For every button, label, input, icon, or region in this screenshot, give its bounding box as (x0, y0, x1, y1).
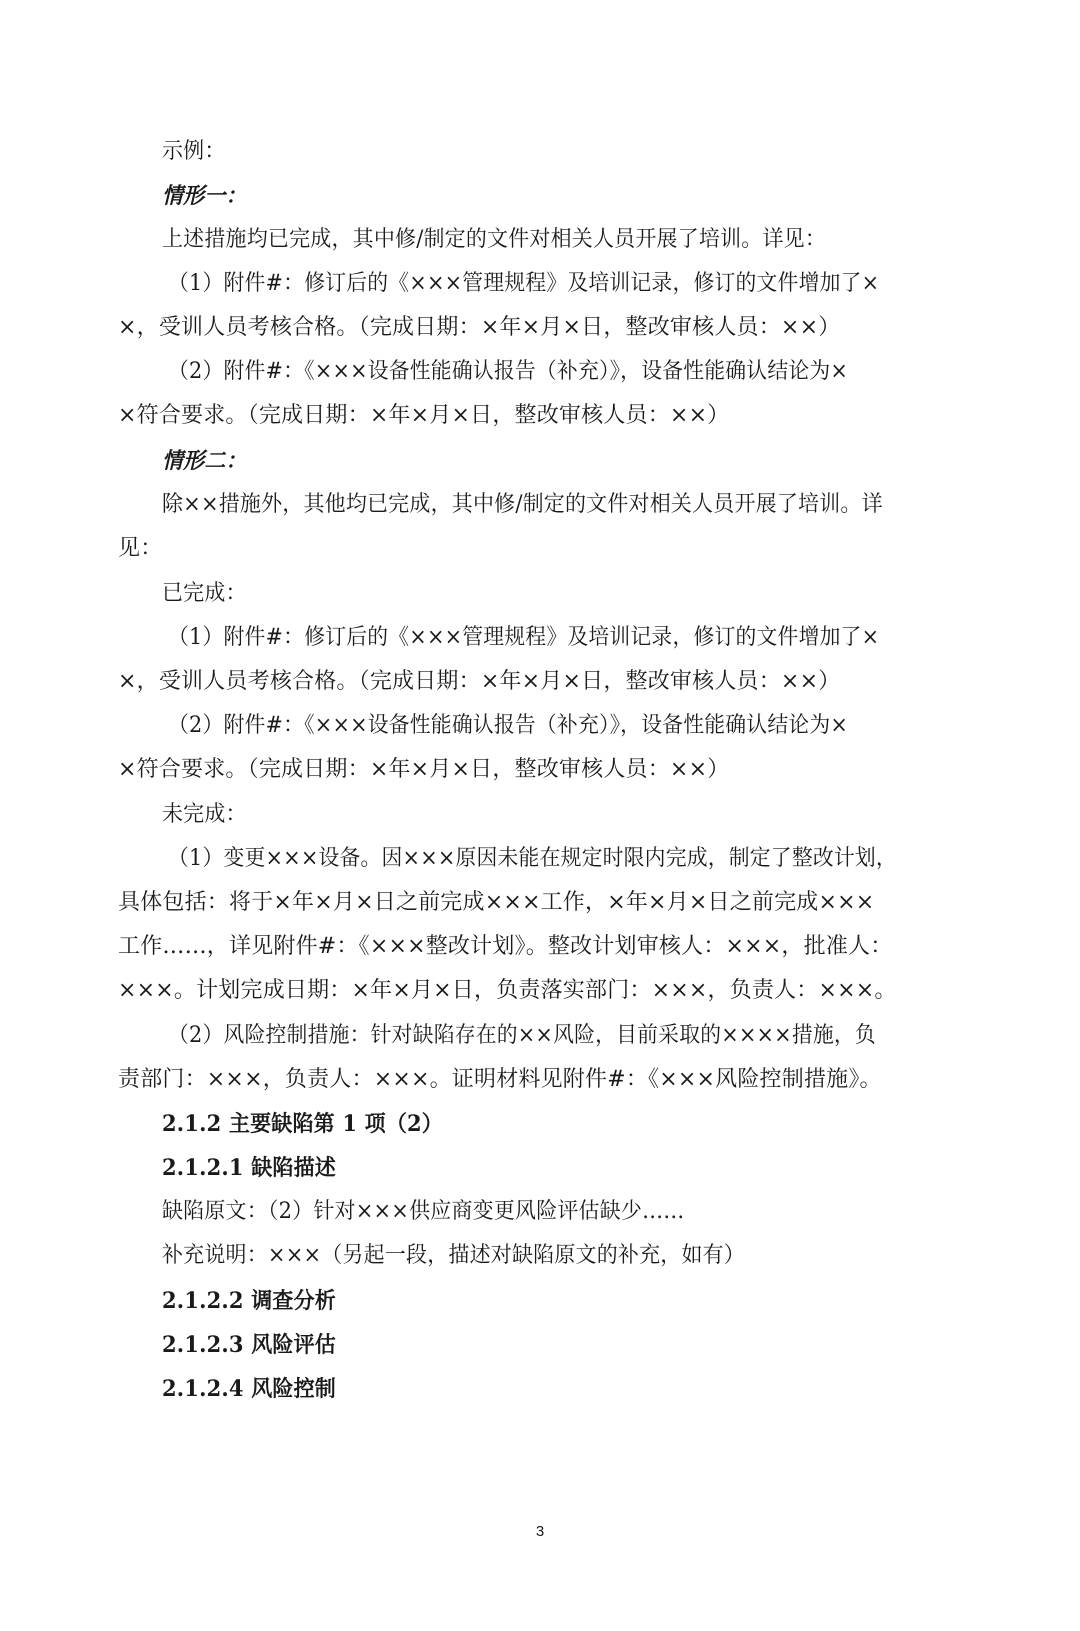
paragraph-line: （2）附件#：《×××设备性能确认报告（补充）》，设备性能确认结论为× (168, 713, 849, 738)
section-heading: 2.1.2.1 缺陷描述 (162, 1155, 336, 1181)
paragraph-line: （1）变更×××设备。因×××原因未能在规定时限内完成，制定了整改计划， (168, 846, 897, 871)
paragraph-line: 除××措施外，其他均已完成，其中修/制定的文件对相关人员开展了培训。详 (162, 492, 883, 517)
section-heading: 2.1.2 主要缺陷第 1 项（2） (162, 1111, 443, 1137)
paragraph-line: 上述措施均已完成，其中修/制定的文件对相关人员开展了培训。详见： (162, 227, 827, 252)
paragraph-line: ×，受训人员考核合格。（完成日期：×年×月×日，整改审核人员：××） (118, 669, 841, 694)
paragraph-line: ×，受训人员考核合格。（完成日期：×年×月×日，整改审核人员：××） (118, 315, 841, 340)
section-heading: 2.1.2.4 风险控制 (162, 1376, 336, 1402)
case-one-heading: 情形一： (162, 183, 247, 209)
paragraph-line: 工作……，详见附件#：《×××整改计划》。整改计划审核人：×××，批准人： (118, 934, 893, 959)
paragraph-line: （2）风险控制措施：针对缺陷存在的××风险，目前采取的××××措施，负 (168, 1023, 876, 1048)
section-heading: 2.1.2.3 风险评估 (162, 1332, 336, 1358)
case-two-heading: 情形二： (162, 448, 247, 474)
completed-label: 已完成： (162, 581, 247, 606)
paragraph-line: 见： (118, 536, 163, 561)
paragraph-line: （1）附件#：修订后的《×××管理规程》及培训记录，修订的文件增加了× (168, 271, 880, 296)
page-number: 3 (535, 1523, 545, 1540)
paragraph-line: 具体包括：将于×年×月×日之前完成×××工作，×年×月×日之前完成××× (118, 890, 875, 915)
paragraph-line: ×符合要求。（完成日期：×年×月×日，整改审核人员：××） (118, 403, 730, 428)
section-heading: 2.1.2.2 调查分析 (162, 1288, 336, 1314)
paragraph-line: ×××。计划完成日期：×年×月×日，负责落实部门：×××，负责人：×××。 (118, 978, 897, 1003)
paragraph-line: ×符合要求。（完成日期：×年×月×日，整改审核人员：××） (118, 757, 730, 782)
example-label: 示例： (162, 139, 226, 164)
not-completed-label: 未完成： (162, 802, 247, 827)
paragraph-line: （1）附件#：修订后的《×××管理规程》及培训记录，修订的文件增加了× (168, 625, 880, 650)
paragraph-line: 责部门：×××，负责人：×××。证明材料见附件#：《×××风险控制措施》。 (118, 1067, 882, 1092)
paragraph-line: 补充说明：×××（另起一段，描述对缺陷原文的补充，如有） (162, 1243, 746, 1268)
paragraph-line: 缺陷原文：（2）针对×××供应商变更风险评估缺少…… (162, 1199, 685, 1224)
paragraph-line: （2）附件#：《×××设备性能确认报告（补充）》，设备性能确认结论为× (168, 359, 849, 384)
